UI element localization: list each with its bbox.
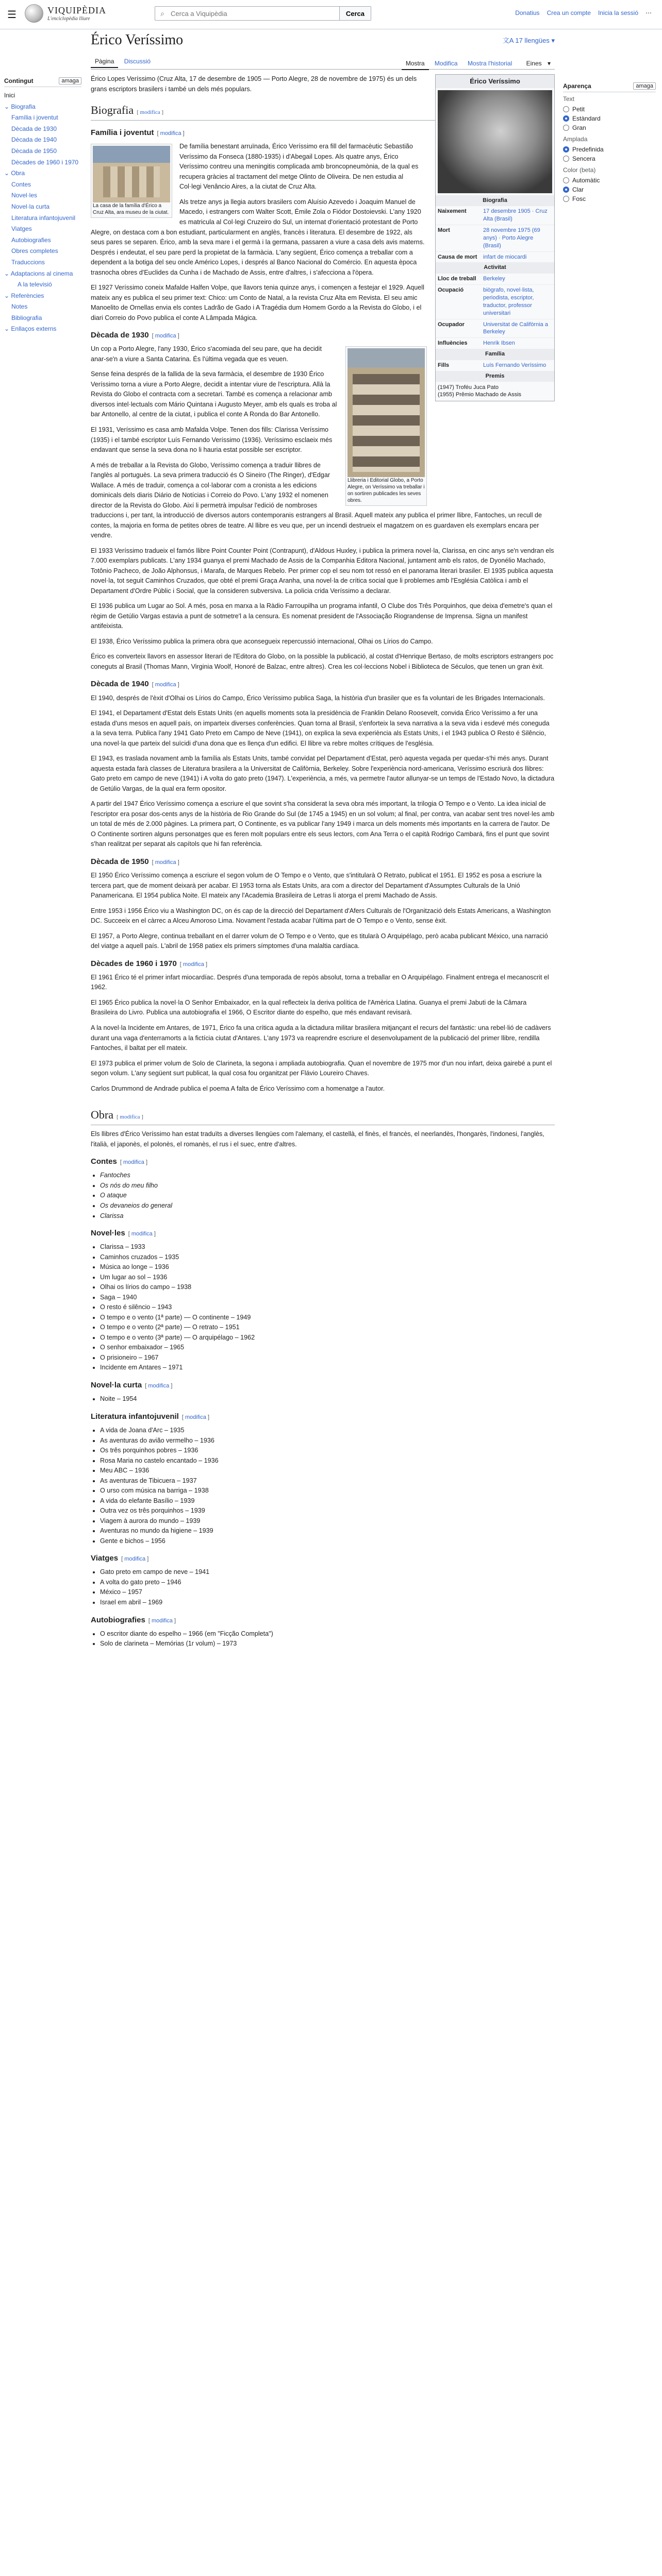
- toc-item[interactable]: ⌄ Enllaços externs: [4, 325, 57, 333]
- infobox-value[interactable]: Berkeley: [481, 274, 554, 285]
- action-view[interactable]: Mostra: [402, 58, 429, 70]
- toc-item[interactable]: Notes: [11, 303, 28, 311]
- paragraph: El 1965 Érico publica la novel·la O Senhor Embaixador, en la qual reflecteix la deriva política de l'Amèrica Llatina. Guanya el premi Jabuti de la Câmara Brasileira do Livro. Publica una autobiografia el 1966, O Escritor diante do espelho, que més endavant revisarà.: [91, 998, 527, 1016]
- works-list: [91, 1394, 555, 1404]
- infobox-row: [436, 319, 554, 338]
- tab-article[interactable]: Pàgina: [91, 56, 118, 68]
- paragraph: El 1931, Veríssimo es casa amb Mafalda Volpe. Tenen dos fills: Clarissa Veríssimo (1935) i el també escriptor Luís Fernando Veríssimo (1936). Veríssimo esclaeix més endavant que sense la seva dona no li hauria estat possible ser escriptor.: [91, 426, 333, 454]
- appearance-hide-button[interactable]: amaga: [633, 82, 656, 90]
- paragraph: A partir del 1947 Érico Veríssimo comença a escriure el que sovint s'ha considerat la seva obra més important, la trilogia O Tempo e o Vento. La idea inicial de l'escriptor era posar dos-cents anys de la història de Rio Grande do Sul (de 1745 a 1945) en un sol volum; al final, per contra, van acabar sent tres novel·les amb un total de més de 2.000 pàgines. La primera part, O Continente, es va publicar l'any 1949 i marca un dels moments més importants en la carrera de l'autor. De O Continente sortiren alguns personatges que es feren molt populars entre els seus lectors, com Ana Terra o el capità Rodrigo Cambará, fins el punt que sovint s'han realitzat per separat als capítols que hi fan referència.: [91, 800, 555, 848]
- infobox-table: [436, 206, 554, 262]
- toc-item[interactable]: Contes: [11, 180, 31, 188]
- site-header: [0, 0, 662, 29]
- infobox-section: Biografia: [436, 195, 554, 206]
- wikipedia-globe-icon: [25, 4, 43, 23]
- infobox-row: [436, 360, 554, 370]
- toc-heading: Contingut: [4, 77, 34, 84]
- edit-section-link[interactable]: [ modifica ]: [128, 1231, 156, 1238]
- work-item[interactable]: • Meu ABC – 1936: [100, 1466, 555, 1476]
- subsection-heading: Dècada de 1950 [ modifica ]: [91, 857, 179, 866]
- paragraph: A la novel·la Incidente em Antares, de 1971, Érico fa una crítica aguda a la dictadura militar brasilera mitjançant el recurs del fantàstic: una rebel·lió de cadàvers durant una vaga d'enterramorts a la fictícia ciutat d'Antares. L'any 1973 va reaprendre escriure el desenvolupament de la publicació del primer llibre, rendilla Fantoches, il baltat per ell mateix.: [91, 1024, 551, 1052]
- infobox-table: [436, 273, 554, 349]
- site-logo[interactable]: [25, 4, 106, 23]
- radio-icon: [563, 106, 569, 112]
- work-item[interactable]: • O escritor diante do espelho – 1966 (em "Ficção Completa"): [100, 1629, 555, 1639]
- work-item[interactable]: • Aventuras no mundo da higiene – 1939: [100, 1526, 555, 1536]
- more-options-icon[interactable]: ⋯: [646, 9, 652, 16]
- toc-item[interactable]: Dècada de 1940: [11, 136, 57, 144]
- infobox-value[interactable]: infart de miocardi: [481, 251, 554, 262]
- house-image[interactable]: [93, 146, 170, 202]
- award-item: (1955) Prêmio Machado de Assis: [438, 392, 522, 398]
- text-size-label: Text: [563, 95, 575, 103]
- bookstore-figure: [345, 346, 427, 506]
- page-title: Érico Veríssimo: [91, 32, 184, 48]
- work-item[interactable]: • O tempo e o vento (1ª parte) — O continente – 1949: [100, 1313, 555, 1323]
- edit-section-link[interactable]: [ modifica ]: [157, 130, 185, 137]
- subsection-heading: Dècades de 1960 i 1970 [ modifica ]: [91, 959, 208, 968]
- subsection-heading: Novel·les [ modifica ]: [91, 1229, 156, 1238]
- main-menu-icon[interactable]: ☰: [7, 9, 16, 21]
- edit-section-link[interactable]: [ modifica ]: [116, 1114, 143, 1121]
- infobox-section: Activitat: [436, 262, 554, 273]
- infobox-row: [436, 285, 554, 319]
- work-item[interactable]: • Rosa Maria no castelo encantado – 1936: [100, 1456, 555, 1466]
- infobox-key: Ocupació: [436, 285, 481, 319]
- radio-icon: [563, 177, 569, 183]
- edit-section-link[interactable]: [ modifica ]: [137, 109, 164, 116]
- toc-item[interactable]: Novel·la curta: [11, 202, 50, 210]
- radio-selected-icon: [563, 115, 569, 122]
- work-item[interactable]: • As aventuras do avião vermelho – 1936: [100, 1436, 555, 1446]
- infobox: [435, 74, 555, 401]
- toc-item[interactable]: Literatura infantojuvenil: [11, 214, 76, 222]
- page-tabs: [91, 56, 555, 70]
- infobox-section: Família: [436, 349, 554, 360]
- infobox-title: Érico Veríssimo: [436, 75, 554, 88]
- bookstore-image[interactable]: [347, 348, 425, 477]
- edit-section-link[interactable]: [ modifica ]: [181, 1414, 210, 1420]
- toc-item[interactable]: Traduccions: [11, 258, 45, 266]
- paragraph: Els llibres d'Érico Veríssimo han estat traduïts a diverses llengües com l'alemany, el castellà, el finès, el francès, el neerlandès, l'hongarès, l'indonesi, l'anglès, l'italià, el japonès, el polonès, el romanès, el rus i el suec, entre d'altres.: [91, 1130, 544, 1148]
- paragraph: El 1961 Érico té el primer infart miocardíac. Després d'una temporada de repòs absolut, torna a treballar en O Arquipélago. Finalment entrega el mecanoscrit el 1962.: [91, 973, 549, 991]
- paragraph: Als tretze anys ja llegia autors brasilers com Aluísio Azevedo i Joaquim Manuel de Macedo, i estrangers com Walter Scott, Émile Zola o Fiódor Dostoievski. L'any 1920 es matricula al Col·legi Cruzeiro do Sul, un internat d'orientació protestant de Porto Alegre, on destaca com a bon estudiant, particularment en anglès, francès i literatura. El desembre de 1922, als seus pares se separen. Érico, amb la seva mare i el germà i la germana, passaren a viure a casa dels avis materns. Després i endeutat, el seu pare perd la propietat de la farmàcia. L'any següent, Érico comença a treballar com a dependent a la botiga del seu oncle Américo Lopes, i després al Banco Nacional do Comércio. En aquesta època trasnocha obres d'Euclides da Cunha i de Machado de Assis, entre d'altres, i s'afecciona a l'òpera.: [91, 198, 425, 276]
- toc-list: [4, 90, 81, 335]
- user-links: [515, 9, 652, 16]
- donate-link[interactable]: Donatius: [515, 9, 540, 16]
- language-selector[interactable]: 文A 17 llengües ▾: [502, 37, 555, 44]
- infobox-key: Ocupador: [436, 319, 481, 338]
- toc-item[interactable]: Obres completes: [11, 247, 58, 255]
- portrait-image[interactable]: [438, 90, 552, 193]
- paragraph: Entre 1953 i 1956 Érico viu a Washington DC, on és cap de la direcció del Departament d'Afers Culturals de l'Organització dels Estats Americans, a Washington DC. Succeeix en el càrrec a Alceu Amoroso Lima. Novament l'estada acabar l'última part de O Tempo e o Vento, sense èxit.: [91, 907, 551, 925]
- action-tools[interactable]: Eines ▾: [526, 60, 551, 67]
- infobox-value[interactable]: Henrik Ibsen: [481, 338, 554, 349]
- work-item[interactable]: • O prisioneiro – 1967: [100, 1353, 555, 1363]
- work-item[interactable]: • O senhor embaixador – 1965: [100, 1343, 555, 1353]
- paragraph: El 1940, després de l'èxit d'Olhai os Lírios do Campo, Érico Veríssimo publica Saga, la història d'un brasiler que es fa voluntari de les Brigades Internacionals.: [91, 694, 545, 702]
- site-tagline: L'enciclopèdia lliure: [47, 16, 90, 22]
- work-item[interactable]: • Música ao longe – 1936: [100, 1262, 555, 1273]
- toc-item[interactable]: ⌄ Adaptacions al cinema: [4, 269, 73, 277]
- edit-section-link[interactable]: [ modifica ]: [145, 1382, 173, 1389]
- subsection-heading: Novel·la curta [ modifica ]: [91, 1380, 173, 1389]
- site-name: VIQUIPÈDIA: [47, 5, 106, 15]
- infobox-row: [436, 338, 554, 349]
- paragraph: Un cop a Porto Alegre, l'any 1930, Érico s'acomiada del seu pare, que ha decidit anar-se'n a viure a Santa Catarina. És l'última vegada que es veuen.: [91, 345, 322, 363]
- search-icon: ⌕: [160, 9, 164, 18]
- paragraph: A més de treballar a la Revista do Globo, Veríssimo comença a traduir llibres de l'anglès al portuguès. La seva primera traducció és O Sineiro (The Ringer), d'Edgar Wallace. A més de traduir, comença a col·laborar com a cronista a les edicions dominicals dels diaris Diário de Notícias i Correio do Povo. L'any 1932 el nomenen director de la Revista do Globo. Així li permetrà impulsar l'edició de nombroses traduccions i, per tant, la introducció de diversos autors contemporanis estrangers al Brasil. Aquell mateix any publica el primer llibre, Fantoches, un recull de contes, la majoria en forma de petites obres de teatre. Al llibre es veu que, per un incendi destrueix el magatzem on es guardaven els exemplars encara per vendre.: [91, 461, 542, 539]
- infobox-key: Causa de mort: [436, 251, 481, 262]
- work-item[interactable]: • Outra vez os três porquinhos – 1939: [100, 1506, 555, 1516]
- work-item[interactable]: • Clarissa – 1933: [100, 1242, 555, 1252]
- edit-section-link[interactable]: [ modifica ]: [179, 961, 208, 968]
- toc-item[interactable]: ⌄ Obra: [4, 170, 25, 177]
- width-label: Amplada: [563, 135, 588, 143]
- infobox-key: Naixement: [436, 206, 481, 225]
- radio-icon: [563, 156, 569, 162]
- works-list: [91, 1629, 555, 1649]
- work-item[interactable]: • Olhai os lírios do campo – 1938: [100, 1282, 555, 1293]
- appearance-heading: Aparença: [563, 82, 591, 90]
- house-figure: [91, 144, 172, 218]
- work-item[interactable]: • Fantoches: [100, 1171, 555, 1181]
- paragraph: El 1938, Érico Veríssimo publica la primera obra que aconsegueix repercussió internacional, Olhai os Lírios do Campo.: [91, 637, 433, 645]
- text-size-standard[interactable]: Estàndard: [563, 114, 656, 123]
- toc-item[interactable]: Inici: [4, 92, 15, 99]
- section-heading: Obra [ modifica ]: [91, 1106, 555, 1125]
- infobox-value[interactable]: Luís Fernando Veríssimo: [481, 360, 554, 370]
- works-list: [91, 1171, 555, 1221]
- work-item[interactable]: • O tempo e o vento (3ª parte) — O arquipélago – 1962: [100, 1333, 555, 1343]
- search-button[interactable]: Cerca: [339, 7, 371, 20]
- works-list: [91, 1567, 555, 1607]
- toc-item[interactable]: Dècada de 1950: [11, 147, 57, 155]
- work-item[interactable]: • A vida de Joana d'Arc – 1935: [100, 1426, 555, 1436]
- paragraph: El 1927 Veríssimo coneix Mafalde Halfen Volpe, que llavors tenia quinze anys, i començen a festejar el 1929. Aquell mateix any es publica el seu primer text: Chico: um Conto de Natal, a la revista Cruz Alta em Revista. El seu amic Manoelito de Ornellas envia els contes Ladrão de Gado i A Tragédia dum Homem Gordo a la Revista do Globo, i el diari Correio do Povo publica el conte A Lâmpada Mágica.: [91, 284, 424, 321]
- subsection-heading: Literatura infantojuvenil [ modifica ]: [91, 1412, 210, 1421]
- toc-item[interactable]: Bibliografia: [11, 314, 42, 321]
- subsection-heading: Contes [ modifica ]: [91, 1157, 148, 1166]
- work-item[interactable]: • O ataque: [100, 1191, 555, 1201]
- login-link[interactable]: Inicia la sessió: [598, 9, 638, 16]
- paragraph: Carlos Drummond de Andrade publica el poema A falta de Érico Veríssimo com a homenatge a l'autor.: [91, 1084, 385, 1092]
- works-list: [91, 1426, 555, 1546]
- work-item[interactable]: • O tempo e o vento (2ª parte) — O retrato – 1951: [100, 1323, 555, 1333]
- edit-section-link[interactable]: [ modifica ]: [120, 1159, 148, 1166]
- work-item[interactable]: • Gato preto em campo de neve – 1941: [100, 1567, 555, 1578]
- work-item[interactable]: • Israel em abril – 1969: [100, 1598, 555, 1608]
- width-default[interactable]: Predefinida: [563, 145, 656, 154]
- radio-icon: [563, 125, 569, 131]
- paragraph: El 1973 publica el primer volum de Solo de Clarineta, la segona i ampliada autobiografia. Quan el novembre de 1975 mor d'un nou infart, deixa gairebé a punt el segon volum. L'any següent surt publicat, la qual cosa fou organitzat per Flávio Loureiro Chaves.: [91, 1059, 552, 1077]
- work-item[interactable]: • O urso com música na barriga – 1938: [100, 1486, 555, 1496]
- color-light[interactable]: Clar: [563, 185, 656, 194]
- work-item[interactable]: • A vida do elefante Basílio – 1939: [100, 1496, 555, 1506]
- subsection-heading: Autobiografies [ modifica ]: [91, 1615, 176, 1624]
- paragraph: De família benestant arruïnada, Érico Veríssimo era fill del farmacèutic Sebastião Veríssimo da Fonseca (1880-1935) i d'Abegail Lopes. Als quatre anys, Érico Veríssimo contreu una meningitis complicada amb broncopneumònia, de la qual es recupera gràcies al tractament del metge Olinto de Oliveira. De nen estudia al Col·legi Venâncio Aires, a la ciutat de Cruz Alta.: [179, 143, 419, 191]
- infobox-key: Mort: [436, 225, 481, 252]
- color-dark[interactable]: Fosc: [563, 194, 656, 204]
- work-item[interactable]: • Solo de clarineta – Memórias (1r volum) – 1973: [100, 1639, 555, 1649]
- width-full[interactable]: Sencera: [563, 154, 656, 163]
- work-item[interactable]: • Caminhos cruzados – 1935: [100, 1252, 555, 1263]
- tab-discussion[interactable]: Discussió: [124, 58, 151, 65]
- search-input[interactable]: [170, 9, 339, 18]
- appearance-panel: [563, 77, 656, 204]
- paragraph: El 1933 Veríssimo tradueix el famós llibre Point Counter Point (Contrapunt), d'Aldous Huxley, i publica la primera novel·la, Clarissa, en cinc anys se'n vendran els 7.000 exemplars publicats. L'any 1934 guanya el premi Machado de Assis de la Companhia Editora Nacional, juntament amb els ratos, de Dyonélio Machado, Totônio Pacheco, de João Alphonsus, i Marafa, de Marques Rebelo. Per primer cop el seu nom tot ressó en el panorama literari brasiler. El 1935 publica aquesta novel·la, tot seguit Caminhos Cruzados, que obté el premi Graça Aranha, una novel·la de crítica social que li problemes amb l'Església Catòlica i amb el Departament d'Ordre Públic i Social, que la consideren subversiva. La policia crida Veríssimo a declarar.: [91, 547, 554, 595]
- work-item[interactable]: • Viagem à aurora do mundo – 1939: [100, 1516, 555, 1527]
- toc-item[interactable]: ⌄ Biografia: [4, 103, 36, 110]
- edit-section-link[interactable]: [ modifica ]: [152, 682, 179, 688]
- section-heading: Biografia [ modifica ]: [91, 101, 555, 121]
- color-label: Color (beta): [563, 166, 596, 174]
- toc-hide-button[interactable]: amaga: [59, 77, 81, 84]
- toc-item[interactable]: Novel·les: [11, 192, 38, 199]
- paragraph: El 1950 Érico Veríssimo comença a escriure el segon volum de O Tempo e o Vento, que s'intitularà O Retrato, publicat el 1951. El 1952 es posa a escriure la tercera part, que de moment deixarà per acabar. El 1953 torna als Estats Units, ara com a director del Departament d'Assumptes Culturals de la Unió Panamericana. El 1954 publica Noite. El mateix any l'Academia Brasileira de Letras li atorga el premi Machado de Assis.: [91, 872, 542, 900]
- action-edit[interactable]: Modifica: [434, 60, 458, 67]
- edit-section-link[interactable]: [ modifica ]: [148, 1617, 176, 1624]
- infobox-table: [436, 360, 554, 371]
- work-item[interactable]: • Os três porquinhos pobres – 1936: [100, 1446, 555, 1456]
- infobox-key: Lloc de treball: [436, 274, 481, 285]
- article-content: [91, 74, 555, 1653]
- toc-item[interactable]: A la televisió: [18, 281, 52, 289]
- work-item[interactable]: • As aventuras de Tibicuera – 1937: [100, 1476, 555, 1486]
- create-account-link[interactable]: Crea un compte: [547, 9, 591, 16]
- action-history[interactable]: Mostra l'historial: [467, 60, 512, 67]
- infobox-section: Premis: [436, 371, 554, 382]
- work-item[interactable]: • Clarissa: [100, 1211, 555, 1222]
- figure-caption: Llibreria i Editorial Globo, a Porto Alegre, on Veríssimo va treballar i on sortiren publicades les seves obres.: [347, 478, 425, 504]
- subsection-heading: Viatges [ modifica ]: [91, 1554, 149, 1563]
- edit-section-link[interactable]: [ modifica ]: [152, 859, 179, 866]
- toc-item[interactable]: Dècades de 1960 i 1970: [11, 158, 79, 166]
- subsection-heading: Dècada de 1930 [ modifica ]: [91, 331, 179, 340]
- toc-item[interactable]: Dècada de 1930: [11, 125, 57, 132]
- work-item[interactable]: • A volta do gato preto – 1946: [100, 1578, 555, 1588]
- toc-item[interactable]: Família i joventut: [11, 114, 58, 122]
- work-item[interactable]: • Noite – 1954: [100, 1394, 555, 1404]
- work-item[interactable]: • México – 1957: [100, 1587, 555, 1598]
- toc-item[interactable]: ⌄ Referències: [4, 292, 44, 299]
- toc-item[interactable]: Viatges: [11, 225, 32, 233]
- infobox-key: Fills: [436, 360, 481, 370]
- subsection-heading: Família i joventut [ modifica ]: [91, 128, 185, 138]
- intro-paragraph: Érico Lopes Veríssimo (Cruz Alta, 17 de desembre de 1905 — Porto Alegre, 28 de novembre de 1975) és un dels grans escriptors brasilers i també un dels més populars.: [91, 75, 417, 93]
- work-item[interactable]: • Incidente em Antares – 1971: [100, 1363, 555, 1373]
- search-bar: [155, 6, 371, 21]
- radio-icon: [563, 196, 569, 202]
- infobox-value[interactable]: Universitat de Califòrnia a Berkeley: [481, 319, 554, 338]
- paragraph: Érico es converteix llavors en assessor literari de l'Editora do Globo, on la possible la publicació, al costat d'Henrique Bertaso, de molts escriptors estrangers poc coneguts al Brasil (Thomas Mann, Virginia Woolf, Honoré de Balzac, entre altres). Crea les col·leccions Nobel i Biblioteca de Séculos, que tenen un gran èxit.: [91, 653, 554, 670]
- work-item[interactable]: • Gente e bichos – 1956: [100, 1536, 555, 1547]
- work-item[interactable]: • Os nós do meu filho: [100, 1181, 555, 1191]
- award-item: (1947) Troféu Juca Pato: [438, 384, 499, 391]
- toc-item[interactable]: Autobiografies: [11, 236, 51, 244]
- infobox-row: [436, 251, 554, 262]
- text-size-large[interactable]: Gran: [563, 123, 656, 132]
- paragraph: El 1943, es traslada novament amb la família als Estats Units, també convidat pel Departament d'Estat, però aquesta vegada per quedar-s'hi més anys. Durant aquesta estada farà classes de Literatura brasilera a la Universitat de Califòrnia, Berkeley. Sobre l'experiència nord-americana, Veríssimo escriurà dos llibres: Gato preto em campo de neve (1941) i A volta do gato preto (1947). L'experiència, a més, va permetre l'autor allunyar-se un temps de l'Estado Novo, la dictadura de Getúlio Vargas, de la qual era ferm opositor.: [91, 755, 555, 792]
- paragraph: El 1936 publica um Lugar ao Sol. A més, posa en marxa a la Ràdio Farroupilha un programa infantil, O Clube dos Três Porquinhos, que deixa d'emetre's quan el règim de Getúlio Vargas estavia a punt de sotmetre'l a la censura. Es nomenat president de l'Associação Riograndense de Imprensa. Signa un manifest antifeixista.: [91, 602, 553, 630]
- work-item[interactable]: • Um lugar ao sol – 1936: [100, 1273, 555, 1283]
- infobox-value[interactable]: 28 novembre 1975 (69 anys) · Porto Alegre (Brasil): [481, 225, 554, 252]
- infobox-row: [436, 225, 554, 252]
- infobox-value[interactable]: 17 desembre 1905 · Cruz Alta (Brasil): [481, 206, 554, 225]
- paragraph: El 1957, a Porto Alegre, continua treballant en el darrer volum de O Tempo e o Vento, que es titularà O Arquipélago, però acaba publicant México, una narració del viatge a aquell país. L'abril de 1958 patiex els primers símptomes d'una malaltia cardíaca.: [91, 932, 548, 950]
- edit-section-link[interactable]: [ modifica ]: [121, 1556, 149, 1563]
- paragraph: Sense feina després de la fallida de la seva farmàcia, el desembre de 1930 Érico Veríssimo torna a viure a Porto Alegre, decidit a intentar viure de l'escriptura. Allà la Revista do Globo el contracta com a secretari. També es comença a relacionar amb diversos intel·lectuals com Mário Quintana i Augusto Meyer, amb els quals es troba al bar Antonello, al centre de la ciutat, i publica el conte A Ronda do Bar Antonello.: [91, 370, 337, 418]
- radio-selected-icon: [563, 146, 569, 152]
- color-auto[interactable]: Automàtic: [563, 176, 656, 185]
- infobox-key: Influències: [436, 338, 481, 349]
- subsection-heading: Dècada de 1940 [ modifica ]: [91, 680, 179, 689]
- infobox-row: [436, 274, 554, 285]
- work-item[interactable]: • O resto é silêncio – 1943: [100, 1302, 555, 1313]
- table-of-contents: [4, 77, 81, 335]
- work-item[interactable]: • Saga – 1940: [100, 1293, 555, 1303]
- figure-caption: La casa de la família d'Érico a Cruz Alta, ara museu de la ciutat.: [93, 203, 169, 216]
- work-item[interactable]: • Os devaneios do general: [100, 1201, 555, 1211]
- infobox-row: [436, 206, 554, 225]
- infobox-value[interactable]: biògrafo, novel·lista, periodista, escriptor, traductor, professor universitari: [481, 285, 554, 319]
- works-list: [91, 1242, 555, 1373]
- text-size-small[interactable]: Petit: [563, 105, 656, 114]
- page-title-area: [91, 32, 555, 48]
- paragraph: El 1941, el Departament d'Estat dels Estats Units (en aquells moments sota la presidència de Franklin Delano Roosevelt, convida Érico Veríssimo a fer una estada d'uns mesos en aquell país, on imparteix diverses conferències. Quan torna al Brasil, s'enforteix la seva narrativa a la seva vida i esdevé més coneguda a la seva terra. Publica l'any 1941 Gato Preto em Campo de Neve (1941), on explica la seva experiència als Estats Units, i el 1943 publica O Resto é Silêncio, una novel·la que parteix del suïcidi d'una dona que es llença d'un edifici. El llibre va rebre moltes crítiques de l'església.: [91, 709, 550, 747]
- edit-section-link[interactable]: [ modifica ]: [152, 333, 179, 340]
- radio-selected-icon: [563, 187, 569, 193]
